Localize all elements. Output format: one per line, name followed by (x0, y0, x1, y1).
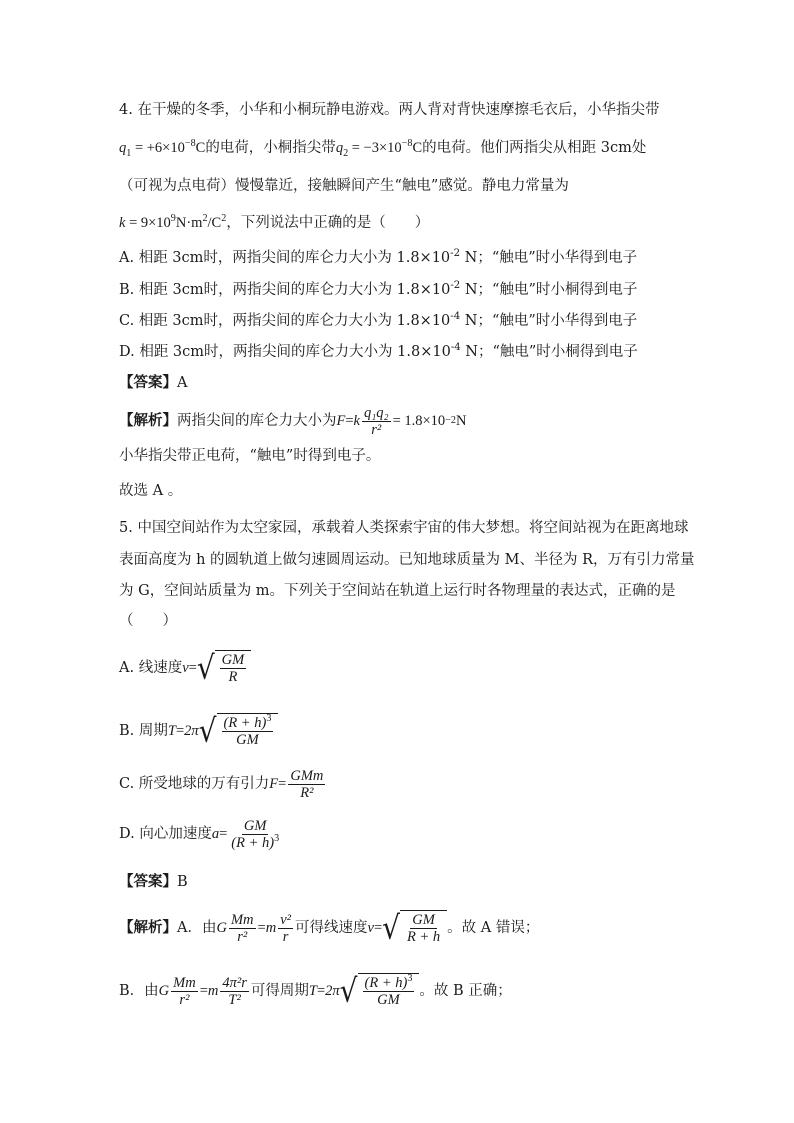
q4-stem-line-4: $k = 9\times 10^9N\cdot m^2/C^2$，下列说法中正确的是（ ） (119, 213, 430, 231)
answer-label: 【答案】 (119, 873, 177, 890)
q5-option-c: C. 所受地球的万有引力 F = $\frac{\text{GMm}}{\text{R²}}$ (119, 767, 324, 801)
q4-analysis: 【解析】 两指尖间的库仑力大小为 F = k $\frac{\text{q₁q₂}}{\text{r²}}$ = 1.8×10 −2 N (119, 404, 467, 438)
answer-value: B (177, 874, 188, 890)
coulomb-fraction: $\frac{\text{q₁q₂}}{\text{r²}}$ (363, 404, 389, 438)
q5-option-d: D. 向心加速度 a = $\frac{GM}{(R + h)^3}$ (119, 817, 280, 851)
analysis-label: 【解析】 (119, 919, 177, 936)
q4-answer (119, 373, 187, 393)
q5-stem-line-4: （ ） (119, 613, 177, 629)
q5-analysis-b: B．由 G $\frac{Mm}{\text{r²}}$ = m $\frac{\text{4π²r}}{\text{T²}}$ 可得周期 T = 2π √ $\frac{(R + h)^3}{GM}$ 。故 B 正确； (119, 971, 512, 1010)
analysis-label: 【解析】 (119, 412, 177, 429)
q4-stem-line-1: 4. 在干燥的冬季，小华和小桐玩静电游戏。两人背对背快速摩擦毛衣后，小华指尖带 (119, 102, 660, 118)
answer-value: A (177, 375, 188, 391)
q5-analysis-a: 【解析】 A．由 G $\frac{Mm}{\text{r²}}$ = m $\frac{\text{v²}}{r}$ 可得线速度 v = √ $\frac{GM}{R + h}$ 。故 A 错误； (119, 908, 540, 947)
q5-stem-line-2: 表面高度为 h 的圆轨道上做匀速圆周运动。已知地球质量为 M、半径为 R，万有引力常量 (119, 552, 695, 568)
q4-stem-line-2: $q_1 = +6\times 10^{-8}C$的电荷，小桐指尖带$q_2 = -3\times 10^{-8}C$的电荷。他们两指尖从相距 3cm处 (119, 138, 647, 159)
q4-analysis-line-2: 小华指尖带正电荷，“触电”时得到电子。 (119, 448, 381, 464)
q5-answer (119, 872, 188, 892)
q4-option-a: A. 相距 3cm时，两指尖间的库仑力大小为 $1.8\times 10^{-2}$ N；“触电”时小华得到电子 (119, 248, 638, 266)
q4-option-d: D. 相距 3cm时，两指尖间的库仑力大小为 $1.8\times 10^{-4}$ N；“触电”时小桐得到电子 (119, 342, 638, 360)
q5-stem-line-3: 为 G，空间站质量为 m。下列关于空间站在轨道上运行时各物理量的表达式，正确的是 (119, 583, 676, 599)
q4-option-b: B. 相距 3cm时，两指尖间的库仑力大小为 $1.8\times 10^{-2}$ N；“触电”时小桐得到电子 (119, 280, 638, 298)
q5-option-b: B. 周期 T = 2π √ $\frac{(R + h)^3}{GM}$ (119, 707, 278, 755)
q4-option-c: C. 相距 3cm时，两指尖间的库仑力大小为 $1.8\times 10^{-4}$ N；“触电”时小华得到电子 (119, 311, 638, 329)
q5-option-a: A. 线速度 v = √ $\frac{GM}{R}$ (119, 646, 251, 690)
q5-stem-line-1: 5. 中国空间站作为太空家园，承载着人类探索宇宙的伟大梦想。将空间站视为在距离地球 (119, 520, 689, 536)
q4-stem-line-3: （可视为点电荷）慢慢靠近，接触瞬间产生“触电”感觉。静电力常量为 (119, 178, 569, 194)
answer-label: 【答案】 (119, 374, 177, 391)
q4-analysis-line-3: 故选 A 。 (119, 483, 183, 499)
